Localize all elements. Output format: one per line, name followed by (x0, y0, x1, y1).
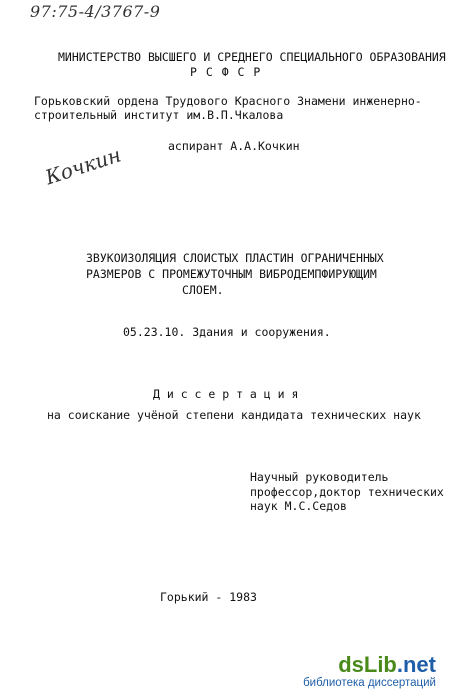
watermark-logo-net: .net (396, 652, 436, 677)
title-line-2: РАЗМЕРОВ С ПРОМЕЖУТОЧНЫМ ВИБРОДЕМПФИРУЮЩИМ (86, 267, 377, 281)
city-year: Горький - 1983 (160, 590, 257, 604)
title-line-3: СЛОЕМ. (182, 283, 224, 297)
degree-line: на соискание учёной степени кандидата технических наук (47, 408, 421, 422)
specialty-line: 05.23.10. Здания и сооружения. (123, 325, 331, 339)
watermark[interactable] (303, 653, 436, 689)
watermark-logo-ds: ds (338, 652, 364, 677)
institute-line-1: Горьковский ордена Трудового Красного Знамени инженерно- (34, 94, 422, 108)
signature: Кочкин (42, 142, 124, 190)
watermark-logo-lib: Lib (363, 652, 397, 677)
supervisor-line-1: Научный руководитель (250, 470, 389, 484)
rsfsr-heading: Р С Ф С Р (190, 65, 262, 79)
author-line: аспирант А.А.Кочкин (168, 139, 300, 153)
institute-line-2: строительный институт им.В.П.Чкалова (34, 108, 284, 122)
title-line-1: ЗВУКОИЗОЛЯЦИЯ СЛОИСТЫХ ПЛАСТИН ОГРАНИЧЕННЫХ (86, 251, 384, 265)
watermark-subtitle: библиотека диссертаций (303, 677, 436, 689)
document-type: Д и с с е р т а ц и я (153, 387, 299, 401)
supervisor-line-3: наук М.С.Седов (250, 499, 347, 513)
handwritten-archive-code: 97:75-4/3767-9 (30, 2, 161, 21)
supervisor-line-2: профессор,доктор технических (250, 485, 444, 499)
ministry-heading: МИНИСТЕРСТВО ВЫСШЕГО И СРЕДНЕГО СПЕЦИАЛЬНОГО ОБРАЗОВАНИЯ (58, 50, 446, 64)
watermark-logo[interactable] (303, 653, 436, 677)
